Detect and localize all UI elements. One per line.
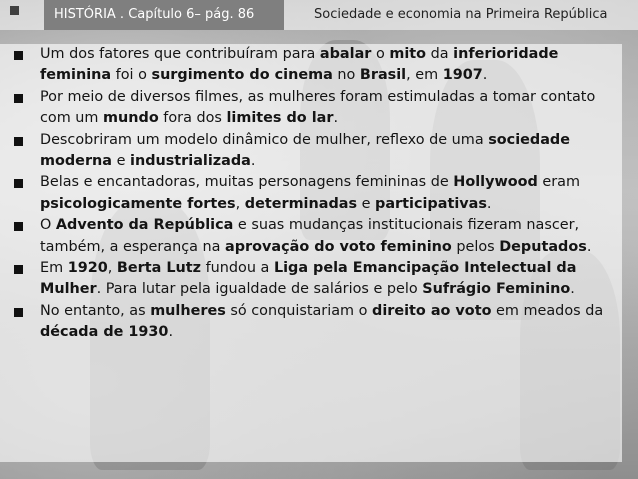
text: , em <box>406 67 443 84</box>
bullet-list <box>0 44 622 344</box>
bold-text: determinadas <box>244 195 358 212</box>
text: . <box>486 195 492 212</box>
square-bullet-icon <box>14 51 23 60</box>
bold-text: industrializada <box>130 153 251 170</box>
bold-text: mundo <box>103 110 159 127</box>
text: Um dos fatores que contribuíram para <box>40 46 320 62</box>
text: Descobriram um modelo dinâmico de mulher, reflexo de uma <box>40 131 489 148</box>
square-bullet-icon <box>14 94 23 103</box>
text: . <box>168 324 174 341</box>
text: O <box>40 217 56 234</box>
text: Por meio de diversos filmes, as mulheres foram estimuladas a tomar contato com um <box>40 88 596 127</box>
text: , <box>107 260 117 277</box>
bold-text: mito <box>389 46 427 62</box>
bold-text: aprovação do voto feminino <box>225 238 452 255</box>
text: . <box>250 153 256 170</box>
chapter-reference: HISTÓRIA . Capítulo 6– pág. 86 <box>44 0 284 30</box>
bold-text: participativas <box>375 195 487 212</box>
bold-text: década de 1930 <box>40 324 169 341</box>
text: eram <box>537 174 581 191</box>
text: . <box>586 238 592 255</box>
bold-text: Advento da República <box>55 217 234 234</box>
text: . <box>482 67 488 84</box>
text: No entanto, as <box>40 302 151 319</box>
text: da <box>426 46 454 62</box>
text: . <box>333 110 339 127</box>
bold-text: limites do lar <box>226 110 334 127</box>
text: só conquistariam o <box>225 302 373 319</box>
text: . Para lutar pela igualdade de salários e pelo <box>96 281 423 298</box>
square-bullet-icon <box>14 265 23 274</box>
bullet-item <box>0 44 622 87</box>
bold-text: inferioridade feminina <box>40 46 559 84</box>
slide-header <box>0 0 638 30</box>
bullet-item <box>0 258 622 301</box>
bullet-item <box>0 301 622 344</box>
slide-topic: Sociedade e economia na Primeira República <box>314 7 608 22</box>
square-bullet-icon <box>14 308 23 317</box>
bold-text: Hollywood <box>453 174 538 191</box>
bold-text: 1920 <box>67 260 108 277</box>
bullet-item <box>0 130 622 173</box>
square-bullet-icon <box>14 179 23 188</box>
text: e <box>357 195 376 212</box>
text: o <box>371 46 390 62</box>
text: pelos <box>451 238 500 255</box>
text: e <box>112 153 131 170</box>
square-bullet-icon <box>14 137 23 146</box>
text: Em <box>40 260 68 277</box>
bold-text: direito ao voto <box>372 302 492 319</box>
bold-text: abalar <box>319 46 372 62</box>
text: . <box>570 281 575 298</box>
bold-text: Brasil <box>359 67 407 84</box>
text: , <box>235 195 245 212</box>
bold-text: 1907 <box>442 67 483 84</box>
bold-text: surgimento do cinema <box>151 67 333 84</box>
bold-text: Berta Lutz <box>116 260 202 277</box>
square-bullet-icon <box>14 222 23 231</box>
text: em meados da <box>491 302 604 319</box>
text: fundou a <box>201 260 274 277</box>
bold-text: mulheres <box>150 302 226 319</box>
text: e suas mudanças institucionais fizeram nascer, também, a esperança na <box>40 217 580 255</box>
bullet-item <box>0 87 622 130</box>
square-bullet-icon <box>10 6 19 15</box>
bold-text: Deputados <box>499 238 587 255</box>
bold-text: psicologicamente fortes <box>40 195 236 212</box>
bold-text: Liga pela Emancipação Intelectual da Mulher <box>40 260 577 298</box>
content-panel <box>0 44 622 462</box>
bullet-item <box>0 215 622 258</box>
bold-text: Sufrágio Feminino <box>422 281 571 298</box>
bold-text: sociedade moderna <box>40 131 570 170</box>
bullet-item <box>0 172 622 215</box>
text: fora dos <box>158 110 227 127</box>
text: Belas e encantadoras, muitas personagens femininas de <box>40 174 454 191</box>
text: no <box>332 67 360 84</box>
text: foi o <box>111 67 152 84</box>
